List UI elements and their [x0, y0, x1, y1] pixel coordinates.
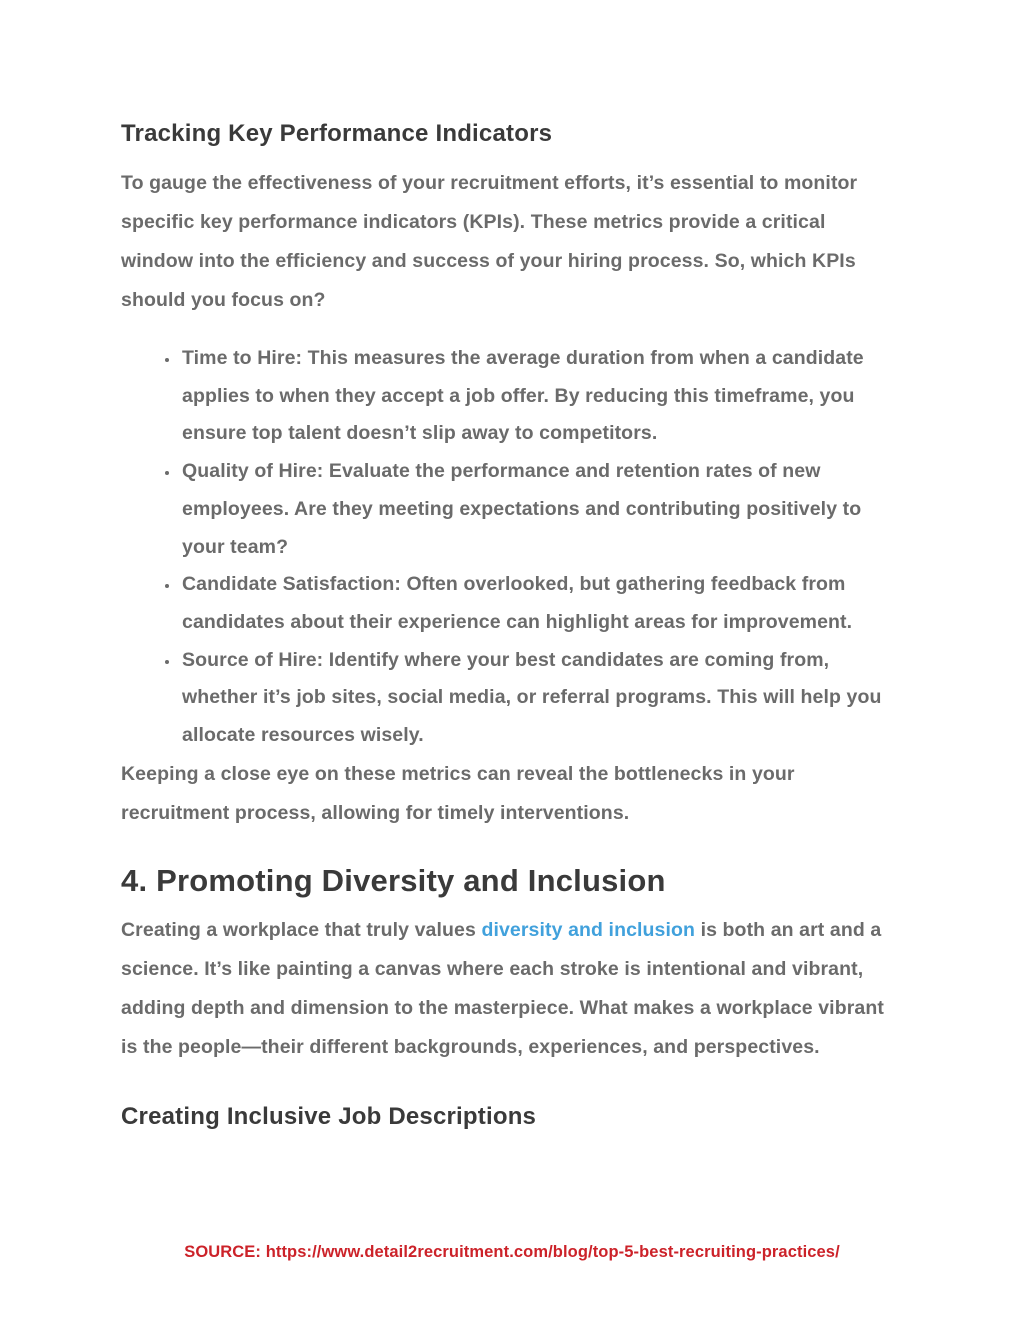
source-attribution: SOURCE: https://www.detail2recruitment.com/blog/top-5-best-recruiting-practices/ — [184, 1243, 840, 1261]
diversity-paragraph-end: is both an art and a science. It’s like painting a canvas where each stroke is intentional and vibrant, adding depth and dimension to the masterpiece. What makes a workplace vibrant is the people—their different backgrounds, experiences, and perspectives. — [121, 918, 884, 1058]
diversity-inclusion-link[interactable]: diversity and inclusion — [481, 918, 696, 941]
section-heading-tracking-kpis: Tracking Key Performance Indicators — [121, 120, 553, 147]
kpi-intro-paragraph: To gauge the effectiveness of your recruitment efforts, it’s essential to monitor specific key performance indicators (KPIs). These metrics provide a critical window into the efficiency and success of your hiring process. So, which KPIs should you focus on? — [121, 172, 858, 311]
section-heading-diversity-inclusion: 4. Promoting Diversity and Inclusion — [121, 862, 666, 898]
kpi-bullet-source-of-hire: • Source of Hire: Identify where your best candidates are coming from, whether it’s job sites, social media, or referral programs. This will help you allocate resources wisely. — [180, 642, 901, 755]
kpi-bullet-quality-of-hire: • Quality of Hire: Evaluate the performance and retention rates of new employees. Are they meeting expectations and contributing positively to your team? — [180, 453, 901, 566]
diversity-paragraph — [121, 911, 901, 1067]
diversity-paragraph-start: Creating a workplace that truly values — [121, 918, 482, 941]
document-content — [121, 118, 901, 1133]
kpi-bullet-time-to-hire: • Time to Hire: This measures the average duration from when a candidate applies to when they accept a job offer. By reducing this timeframe, you ensure top talent doesn’t slip away to competitors. — [180, 340, 901, 453]
kpi-bullet-candidate-satisfaction: • Candidate Satisfaction: Often overlooked, but gathering feedback from candidates about their experience can highlight areas for improvement. — [180, 566, 901, 641]
kpi-outro-paragraph: Keeping a close eye on these metrics can reveal the bottlenecks in your recruitment process, allowing for timely interventions. — [121, 762, 795, 824]
kpi-bullet-list — [121, 340, 901, 755]
section-heading-inclusive-job-descriptions: Creating Inclusive Job Descriptions — [121, 1102, 537, 1130]
